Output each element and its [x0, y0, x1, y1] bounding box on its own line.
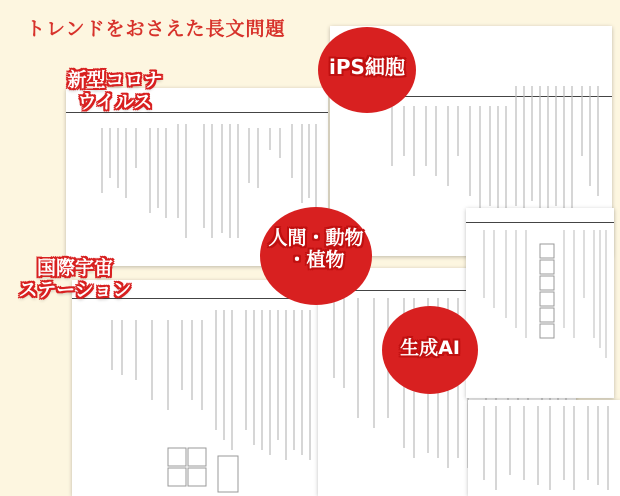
- page-title: トレンドをおさえた長文問題: [26, 18, 286, 40]
- text-lines: [72, 280, 320, 496]
- badge-corona: 新型コロナ ウイルス: [67, 69, 163, 113]
- text-lines: [468, 400, 620, 496]
- badge-ai: 生成AI: [400, 337, 460, 359]
- badge-ips: iPS細胞: [329, 55, 405, 79]
- text-lines: [466, 208, 614, 398]
- exam-page-extra: [468, 400, 620, 496]
- badge-human: 人間・動物 ・植物: [268, 227, 364, 271]
- exam-page-ai: [466, 208, 614, 398]
- badge-space: 国際宇宙 ステーション: [18, 257, 132, 301]
- exam-page-space: [72, 280, 320, 496]
